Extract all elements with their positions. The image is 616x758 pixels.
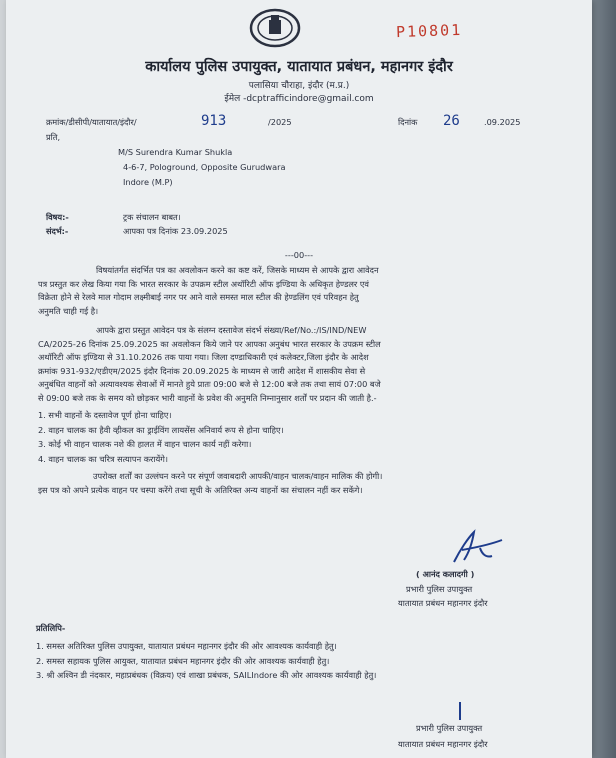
letter-page bbox=[6, 0, 592, 758]
subject-label: विषय:- bbox=[46, 212, 69, 222]
para3-line: इस पत्र को अपने प्रत्येक वाहन पर चस्पा करेंगे तथा सूची के अतिरिक्त अन्य वाहनों का संचालन नहीं कर सकेंगे। bbox=[38, 484, 363, 495]
ref-number: 913 bbox=[201, 113, 227, 129]
background-shadow bbox=[588, 0, 616, 758]
recipient-name: M/S Surendra Kumar Shukla bbox=[118, 147, 233, 157]
ref-kramank: क्रमांक/डीसीपी/यातायात/इंदौर/ bbox=[46, 117, 137, 127]
para1-line: विषयांतर्गत संदर्भित पत्र का अवलोकन करने का कष्ट करें, जिसके माध्यम से आपके द्वारा आवेदन bbox=[96, 265, 379, 275]
reference-text: आपका पत्र दिनांक 23.09.2025 bbox=[123, 226, 228, 236]
signature-icon bbox=[446, 528, 510, 568]
para2-line: से 09:00 बजे तक के समय को छोड़कर भारी वाहनों के प्रवेश की अनुमति निम्नानुसार शर्तों पर प्रदान की जाती है.- bbox=[38, 392, 377, 403]
body-paragraph-3 bbox=[38, 470, 558, 497]
copy-list bbox=[36, 639, 556, 683]
copy-item: 3. श्री अश्विन डी नंदकार, महाप्रबंधक (विक्रय) एवं शाखा प्रबंधक, SAILIndore की ओर आवश्यक कार्यवाही हेतु। bbox=[36, 670, 377, 680]
para2-line: अनुबंधित वाहनों को अत्यावश्यक सेवाओं में मानते हुये प्रातः 09:00 बजे से 12:00 बजे तक तथा सायं 07:00 बजे bbox=[38, 379, 381, 390]
para3-line: उपरोक्त शर्तों का उल्लंघन करने पर संपूर्ण जवाबदारी आपकी/वाहन चालक/वाहन मालिक की होगी। bbox=[93, 471, 383, 481]
ref-date-rest: .09.2025 bbox=[484, 117, 521, 127]
initial-mark-icon bbox=[450, 700, 470, 722]
signatory2-office: यातायात प्रबंधन महानगर इंदौर bbox=[398, 739, 488, 749]
office-email: ईमेल -dcptrafficindore@gmail.com bbox=[224, 94, 374, 104]
ref-date-day: 26 bbox=[443, 113, 460, 129]
signatory-name: ( आनंद कलादगी ) bbox=[416, 569, 475, 579]
separator: ---00--- bbox=[284, 250, 314, 260]
para2-line: क्रमांक 931-932/एडीएम/2025 इंदौर दिनांक 20.09.2025 के माध्यम से जारी आदेश में शासकीय सेवा से bbox=[38, 365, 366, 376]
para2-line: अथॉरिटी ऑफ इण्डिया से 31.10.2026 तक पाया गया। जिला दण्डाधिकारी एवं कलेक्टर,जिला इंदौर के आदेश bbox=[38, 352, 369, 363]
para1-line: अनुमति चाही गई है। bbox=[38, 305, 99, 316]
inward-number-stamp: P10801 bbox=[395, 20, 463, 42]
ref-date-label: दिनांक bbox=[398, 117, 418, 127]
conditions-list bbox=[38, 408, 558, 466]
body-paragraph-2 bbox=[38, 324, 558, 406]
condition-item: 2. वाहन चालक का हैवी व्हीकल का ड्राईविंग लायसेंस अनिवार्य रूप से होना चाहिए। bbox=[38, 424, 284, 435]
condition-item: 1. सभी वाहनों के दस्तावेज पूर्ण होना चाहिए। bbox=[38, 410, 172, 420]
recipient-address-1: 4-6-7, Pologround, Opposite Gurudwara bbox=[123, 162, 286, 172]
condition-item: 3. कोई भी वाहन चालक नशे की हालत में वाहन चालन कार्य नहीं करेगा। bbox=[38, 439, 252, 449]
prati-label: प्रति, bbox=[46, 132, 61, 142]
para2-line: आपके द्वारा प्रस्तुत आवेदन पत्र के संलग्न दस्तावेज संदर्भ संख्या/Ref/No.:/IS/IND/NEW bbox=[96, 325, 367, 335]
subject-text: ट्रक संचालन बाबत। bbox=[123, 212, 181, 222]
recipient-address-2: Indore (M.P) bbox=[123, 177, 173, 187]
office-address: पलासिया चौराहा, इंदौर (म.प्र.) bbox=[248, 81, 350, 91]
para1-line: पत्र प्रस्तुत कर लेख किया गया कि भारत सरकार के उपक्रम स्टील अथॉरिटी ऑफ इण्डिया के अधिकृत हेण्डलर एवं bbox=[38, 278, 369, 289]
ref-year: /2025 bbox=[268, 117, 292, 127]
signatory-designation: प्रभारी पुलिस उपायुक्त bbox=[406, 584, 473, 594]
signatory2-designation: प्रभारी पुलिस उपायुक्त bbox=[416, 723, 483, 733]
para1-line: विक्रेता होने से रेलवे माल गोदाम लक्ष्मीबाई नगर पर आने वाले समस्त माल स्टील की हेण्डलिंग एवं परिवहन हेतु bbox=[38, 292, 359, 303]
police-emblem-icon bbox=[249, 8, 301, 48]
office-title: कार्यालय पुलिस उपायुक्त, यातायात प्रबंधन, महानगर इंदौर bbox=[145, 59, 453, 75]
copy-item: 1. समस्त अतिरिक्त पुलिस उपायुक्त, यातायात प्रबंधन महानगर इंदौर की ओर आवश्यक कार्यवाही हेतु। bbox=[36, 641, 337, 651]
para2-line: CA/2025-26 दिनांक 25.09.2025 का अवलोकन किये जाने पर आपका अनुबंध भारत सरकार के उपक्रम स्टील bbox=[38, 338, 381, 349]
condition-item: 4. वाहन चालक का चरित्र सत्यापन करायेंगे। bbox=[38, 453, 168, 464]
copy-label: प्रतिलिपि- bbox=[36, 623, 66, 633]
copy-item: 2. समस्त सहायक पुलिस आयुक्त, यातायात प्रबंधन महानगर इंदौर की ओर आवश्यक कार्यवाही हेतु। bbox=[36, 655, 330, 666]
signatory-office: यातायात प्रबंधन महानगर इंदौर bbox=[398, 598, 488, 608]
reference-label: संदर्भ:- bbox=[46, 226, 69, 236]
body-paragraph-1 bbox=[38, 264, 558, 318]
